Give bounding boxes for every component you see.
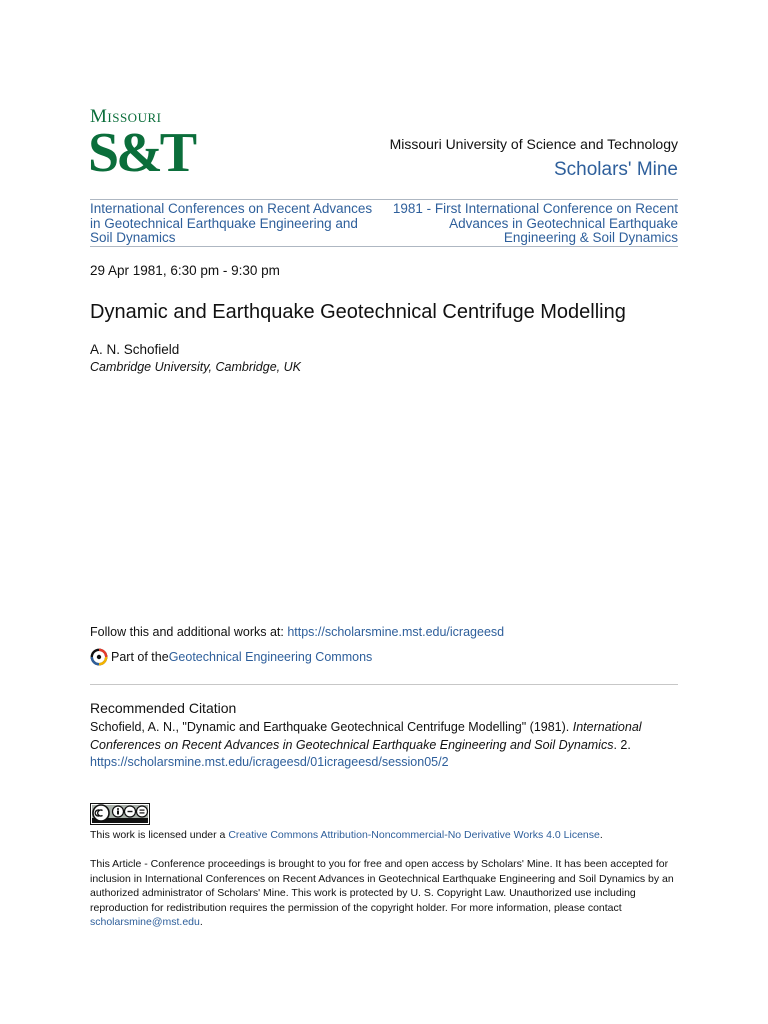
part-of-prefix: Part of the <box>111 650 169 664</box>
follow-line <box>90 624 504 640</box>
notice-suffix: . <box>199 916 203 928</box>
follow-prefix: Follow this and additional works at: <box>90 625 288 639</box>
license-prefix: This work is licensed under a <box>90 829 229 841</box>
contact-email-link[interactable]: scholarsmine@mst.edu <box>90 916 200 928</box>
repository-link[interactable]: Scholars' Mine <box>553 159 678 180</box>
header-divider <box>90 199 678 200</box>
citation-body: Schofield, A. N., "Dynamic and Earthquake Geotechnical Centrifuge Modelling" (1981). <box>90 720 573 734</box>
citation-suffix: . 2. <box>613 737 631 752</box>
license-link[interactable]: Creative Commons Attribution-Noncommercial-No Derivative Works 4.0 License <box>228 829 600 841</box>
series-divider <box>90 246 678 247</box>
citation-text <box>90 719 678 772</box>
article-title: Dynamic and Earthquake Geotechnical Centrifuge Modelling <box>90 301 626 323</box>
citation-heading: Recommended Citation <box>90 700 237 716</box>
university-logo <box>88 106 195 185</box>
access-notice <box>90 857 680 930</box>
license-line <box>90 828 603 842</box>
logo-mark: S&T <box>88 122 195 184</box>
citation-venue: International Conferences on Recent Advances in Geotechnical Earthquake Engineering and Soil Dynamics <box>90 720 642 752</box>
logo-top-text: Missouri <box>90 106 162 127</box>
follow-link[interactable]: https://scholarsmine.mst.edu/icrageesd <box>287 625 505 639</box>
series-link-right[interactable]: 1981 - First International Conference on Recent Advances in Geotechnical Earthquake Engineering & Soil Dynamics <box>392 201 678 245</box>
cc-license-badge-icon[interactable] <box>90 803 150 825</box>
series-link-left[interactable]: International Conferences on Recent Advances in Geotechnical Earthquake Engineering and Soil Dynamics <box>90 201 373 245</box>
citation-divider <box>90 684 678 685</box>
event-date: 29 Apr 1981, 6:30 pm - 9:30 pm <box>90 263 280 278</box>
part-of-link[interactable]: Geotechnical Engineering Commons <box>168 650 373 664</box>
author-name: A. N. Schofield <box>90 342 180 357</box>
citation-url-link[interactable]: https://scholarsmine.mst.edu/icrageesd/01icrageesd/session05/2 <box>90 755 449 769</box>
license-suffix: . <box>599 829 603 841</box>
author-affiliation: Cambridge University, Cambridge, UK <box>90 360 301 374</box>
university-name: Missouri University of Science and Technology <box>389 136 678 152</box>
part-of-line <box>90 647 372 667</box>
commons-network-icon <box>90 648 108 666</box>
notice-text: This Article - Conference proceedings is brought to you for free and open access by Scholars' Mine. It has been accepted for inclusion in International Conferences on Recent Advances in Geotechnical Earthquake Engineering and Soil Dynamics by an authorized administrator of Scholars' Mine. This work is protected by U. S. Copyright Law. Unauthorized use including reproduction for redistribution requires the permission of the copyright holder. For more information, please contact <box>90 858 674 914</box>
